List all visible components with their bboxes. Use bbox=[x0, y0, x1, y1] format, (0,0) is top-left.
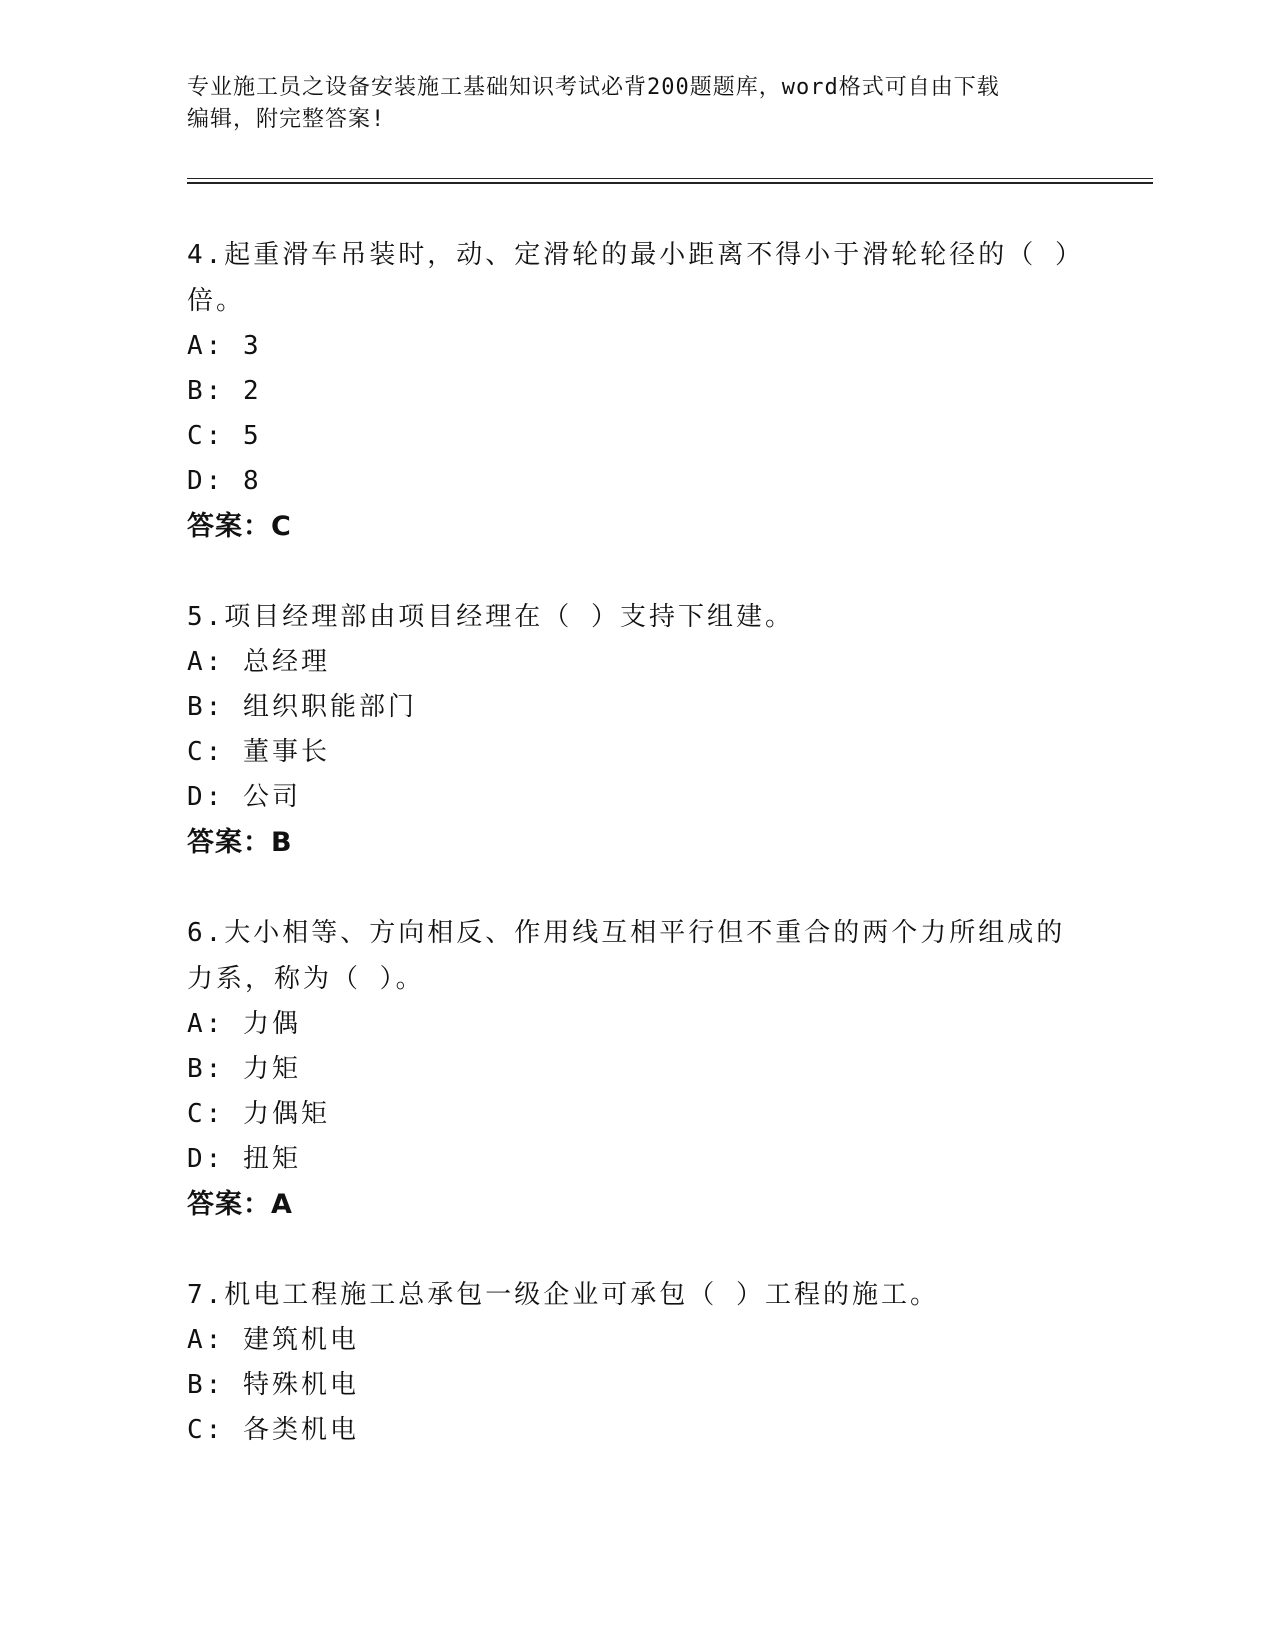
question-text: 6.大小相等、方向相反、作用线互相平行但不重合的两个力所组成的力系，称为（ ）。 bbox=[187, 918, 1066, 994]
option-c: C: 董事长 bbox=[187, 737, 330, 767]
option-c: C: 力偶矩 bbox=[187, 1099, 330, 1129]
option-a: A: 总经理 bbox=[187, 647, 330, 677]
option-b: B: 力矩 bbox=[187, 1054, 301, 1084]
question-text: 7.机电工程施工总承包一级企业可承包（ ）工程的施工。 bbox=[187, 1280, 939, 1310]
question-4 bbox=[187, 232, 1087, 550]
question-5 bbox=[187, 594, 1087, 866]
header-divider-bottom bbox=[187, 182, 1153, 184]
option-d: D: 8 bbox=[187, 466, 262, 496]
option-d: D: 扭矩 bbox=[187, 1144, 301, 1174]
header-title-line1: 专业施工员之设备安装施工基础知识考试必背200题题库，word格式可自由下载 bbox=[187, 75, 1000, 100]
option-c: C: 各类机电 bbox=[187, 1415, 359, 1445]
header-divider-top bbox=[187, 178, 1153, 179]
document-header bbox=[187, 72, 1067, 136]
question-text: 4.起重滑车吊装时，动、定滑轮的最小距离不得小于滑轮轮径的（ ）倍。 bbox=[187, 240, 1084, 316]
option-a: A: 力偶 bbox=[187, 1009, 301, 1039]
option-b: B: 特殊机电 bbox=[187, 1370, 359, 1400]
question-text: 5.项目经理部由项目经理在（ ）支持下组建。 bbox=[187, 602, 794, 632]
answer: 答案：B bbox=[187, 827, 293, 858]
option-c: C: 5 bbox=[187, 421, 262, 451]
option-a: A: 建筑机电 bbox=[187, 1325, 359, 1355]
option-a: A: 3 bbox=[187, 331, 262, 361]
header-title-line2: 编辑，附完整答案! bbox=[187, 107, 386, 132]
question-7 bbox=[187, 1272, 1087, 1453]
option-b: B: 组织职能部门 bbox=[187, 692, 417, 722]
answer: 答案：C bbox=[187, 511, 292, 542]
question-list bbox=[187, 232, 1087, 1497]
question-6 bbox=[187, 910, 1087, 1228]
option-b: B: 2 bbox=[187, 376, 262, 406]
option-d: D: 公司 bbox=[187, 782, 301, 812]
answer: 答案：A bbox=[187, 1189, 293, 1220]
